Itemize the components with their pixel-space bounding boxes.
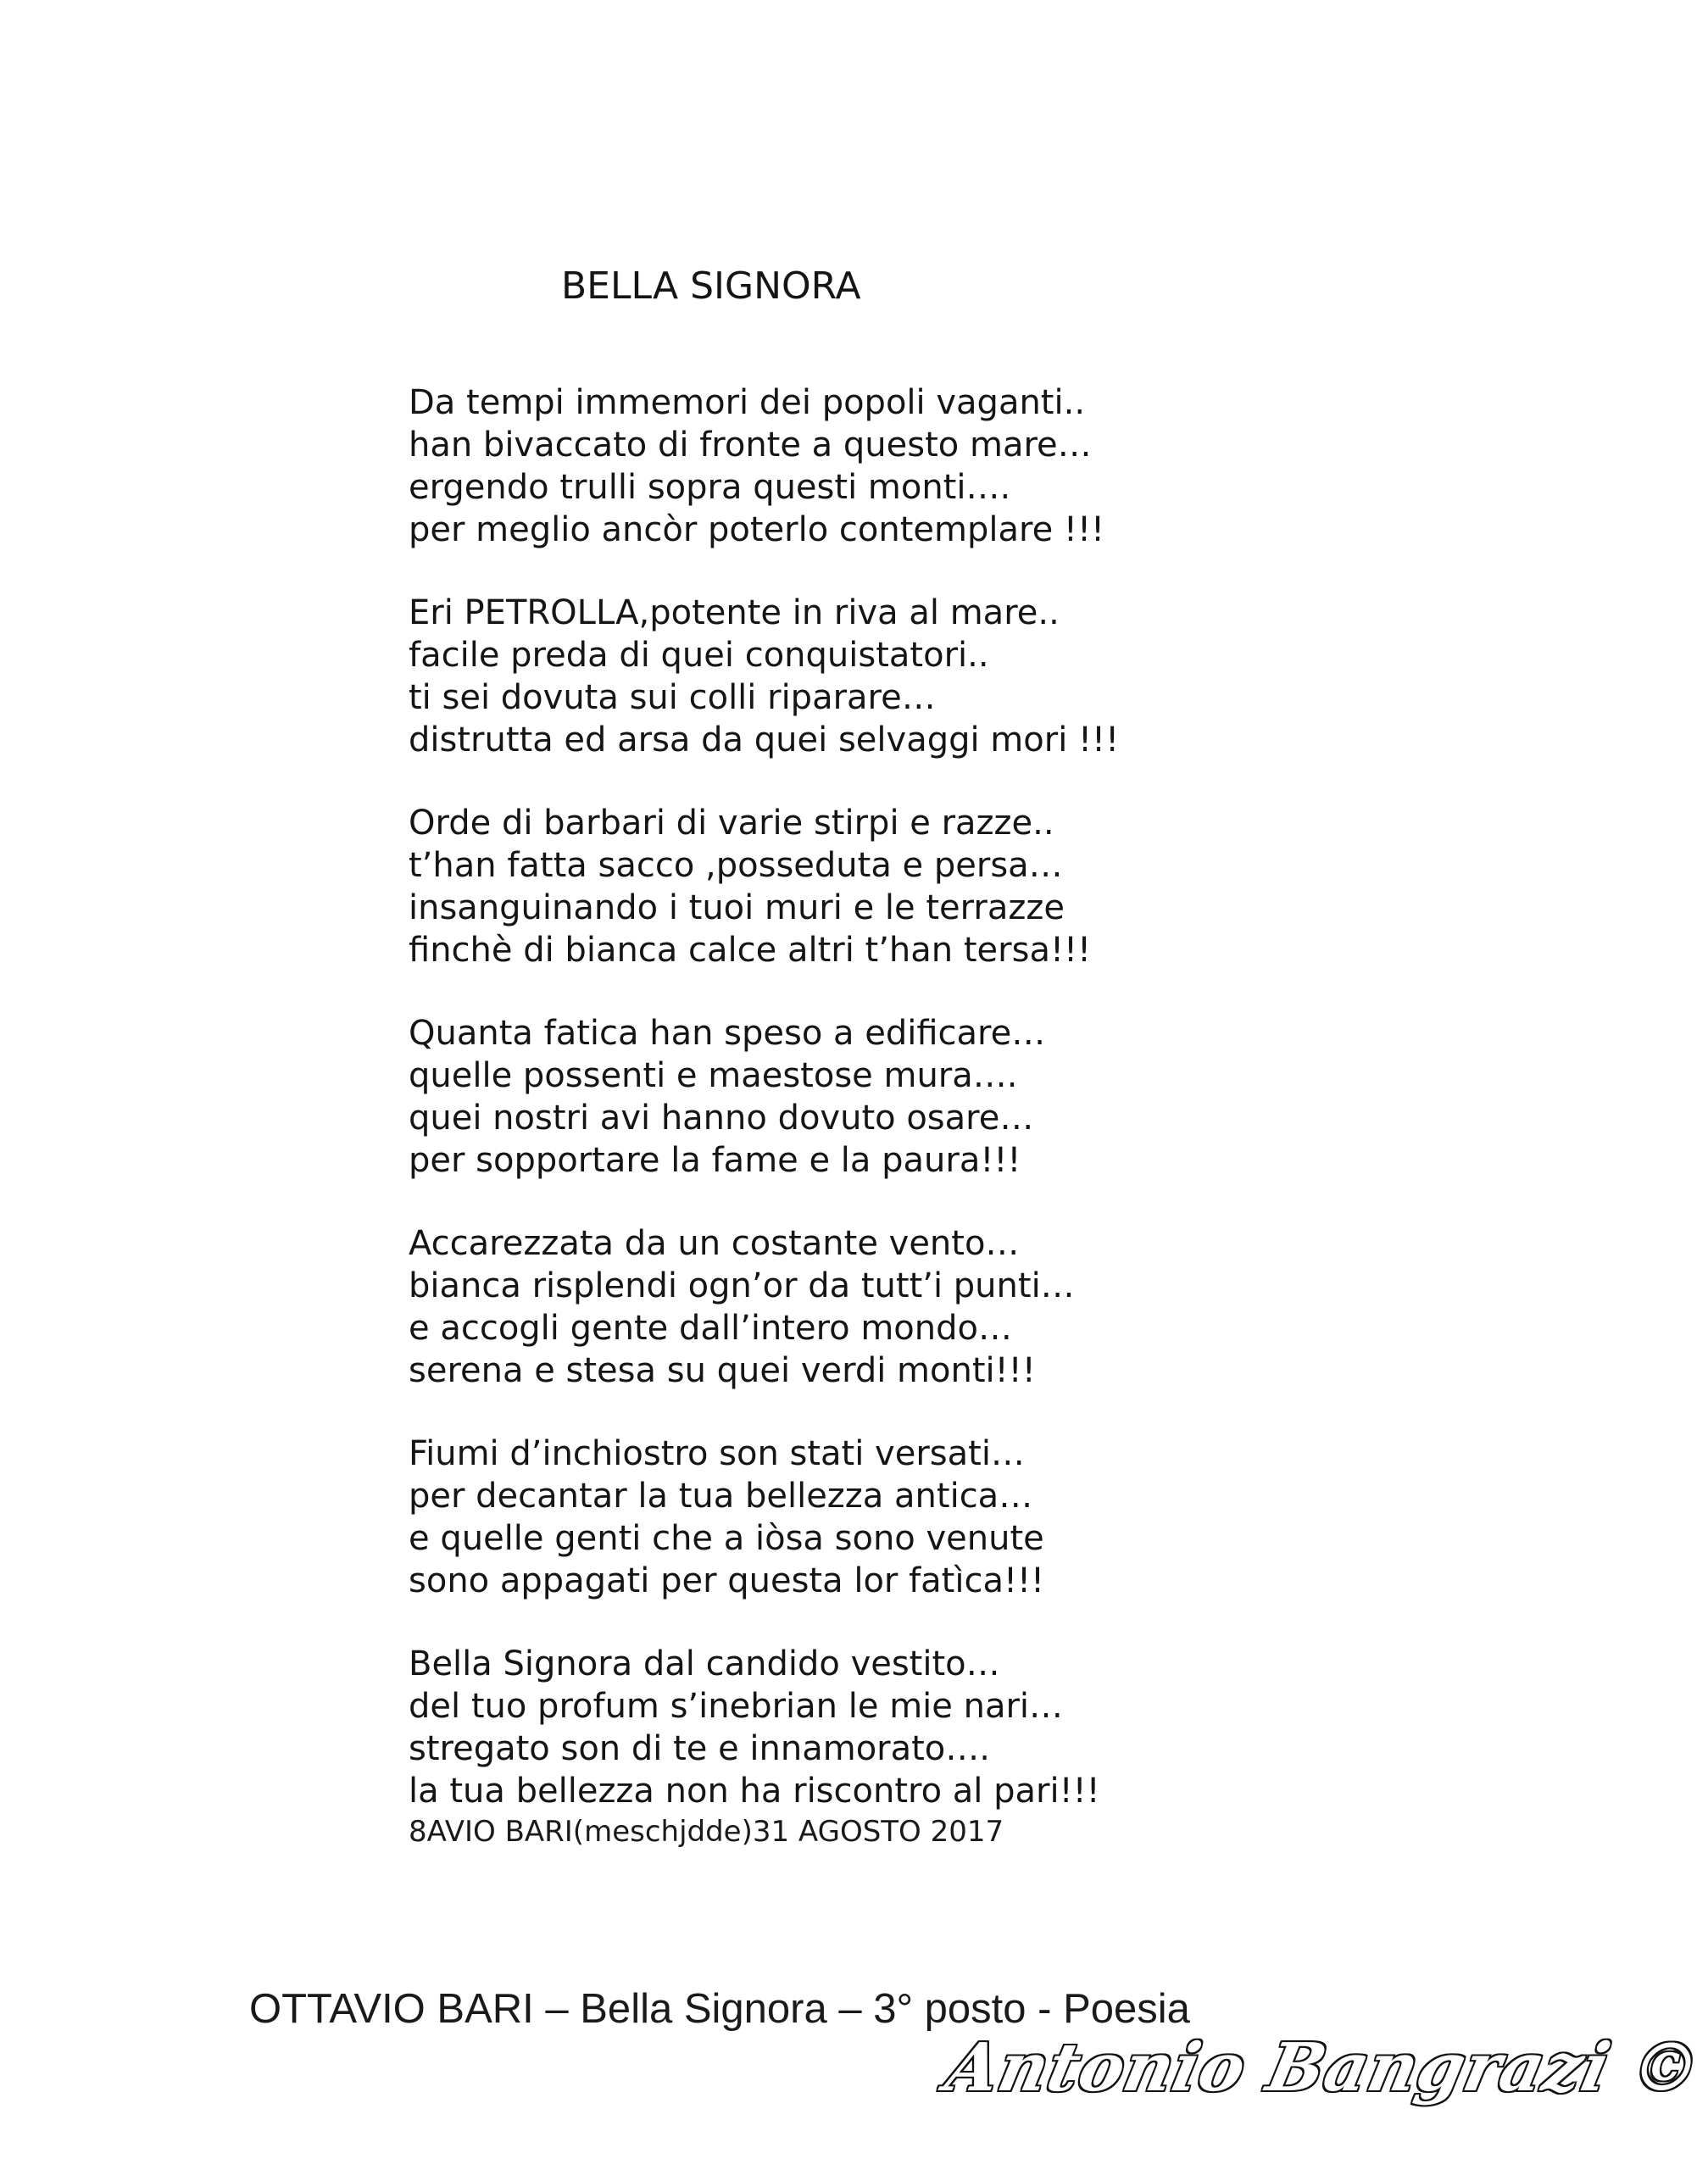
copyright-watermark: Antonio Bangrazi © [939,2029,1708,2106]
poem-line: quei nostri avi hanno dovuto osare… [409,1099,1034,1138]
poem-line: Bella Signora dal candido vestito… [409,1644,1000,1683]
poem-line: Accarezzata da un costante vento… [409,1224,1020,1263]
stanza-3 [409,802,1426,971]
stanza-4 [409,1012,1426,1182]
poem-line: quelle possenti e maestose mura…. [409,1056,1018,1095]
poem-line: stregato son di te e innamorato…. [409,1729,990,1768]
stanza-7 [409,1643,1426,1812]
poem-line: t’han fatta sacco ,posseduta e persa… [409,846,1063,885]
poem-line: distrutta ed arsa da quei selvaggi mori !!! [409,721,1120,760]
poem-line: insanguinando i tuoi muri e le terrazze [409,888,1065,927]
poem-line: finchè di bianca calce altri t’han tersa!!! [409,931,1092,970]
poem-line: bianca risplendi ogn’or da tutt’i punti… [409,1266,1075,1305]
poem-line: Eri PETROLLA,potente in riva al mare.. [409,593,1060,632]
poem-line: facile preda di quei conquistatori.. [409,636,989,675]
poem-line: serena e stesa su quei verdi monti!!! [409,1351,1036,1390]
poem-line: Fiumi d’inchiostro son stati versati… [409,1434,1025,1473]
stanza-1 [409,381,1426,551]
poem-line: ti sei dovuta sui colli riparare… [409,678,936,717]
author-signature-line: 8AVIO BARI(meschjdde)31 AGOSTO 2017 [409,1815,1004,1849]
poem-line: Quanta fatica han speso a edificare… [409,1014,1046,1053]
poem-title: BELLA SIGNORA [561,264,861,308]
poem-body [409,381,1426,1853]
stanza-6 [409,1433,1426,1602]
poem-line: Orde di barbari di varie stirpi e razze.. [409,804,1054,843]
poem-line: han bivaccato di fronte a questo mare… [409,426,1092,465]
stanza-2 [409,592,1426,761]
poem-line: e quelle genti che a iòsa sono venute [409,1519,1044,1558]
poem-line: ergendo trulli sopra questi monti…. [409,468,1011,507]
stanza-5 [409,1222,1426,1392]
poem-line: per decantar la tua bellezza antica… [409,1477,1033,1516]
poem-line: e accogli gente dall’intero mondo… [409,1309,1012,1348]
poem-line: sono appagati per questa lor fatìca!!! [409,1561,1045,1600]
poem-line: Da tempi immemori dei popoli vaganti.. [409,383,1086,422]
poem-line: la tua bellezza non ha riscontro al pari!!! [409,1772,1100,1811]
poem-line: per meglio ancòr poterlo contemplare !!! [409,510,1105,549]
poem-line: del tuo profum s’inebrian le mie nari… [409,1687,1064,1726]
poem-line: per sopportare la fame e la paura!!! [409,1141,1021,1180]
award-caption: OTTAVIO BARI – Bella Signora – 3° posto - Poesia [249,1986,1190,2032]
